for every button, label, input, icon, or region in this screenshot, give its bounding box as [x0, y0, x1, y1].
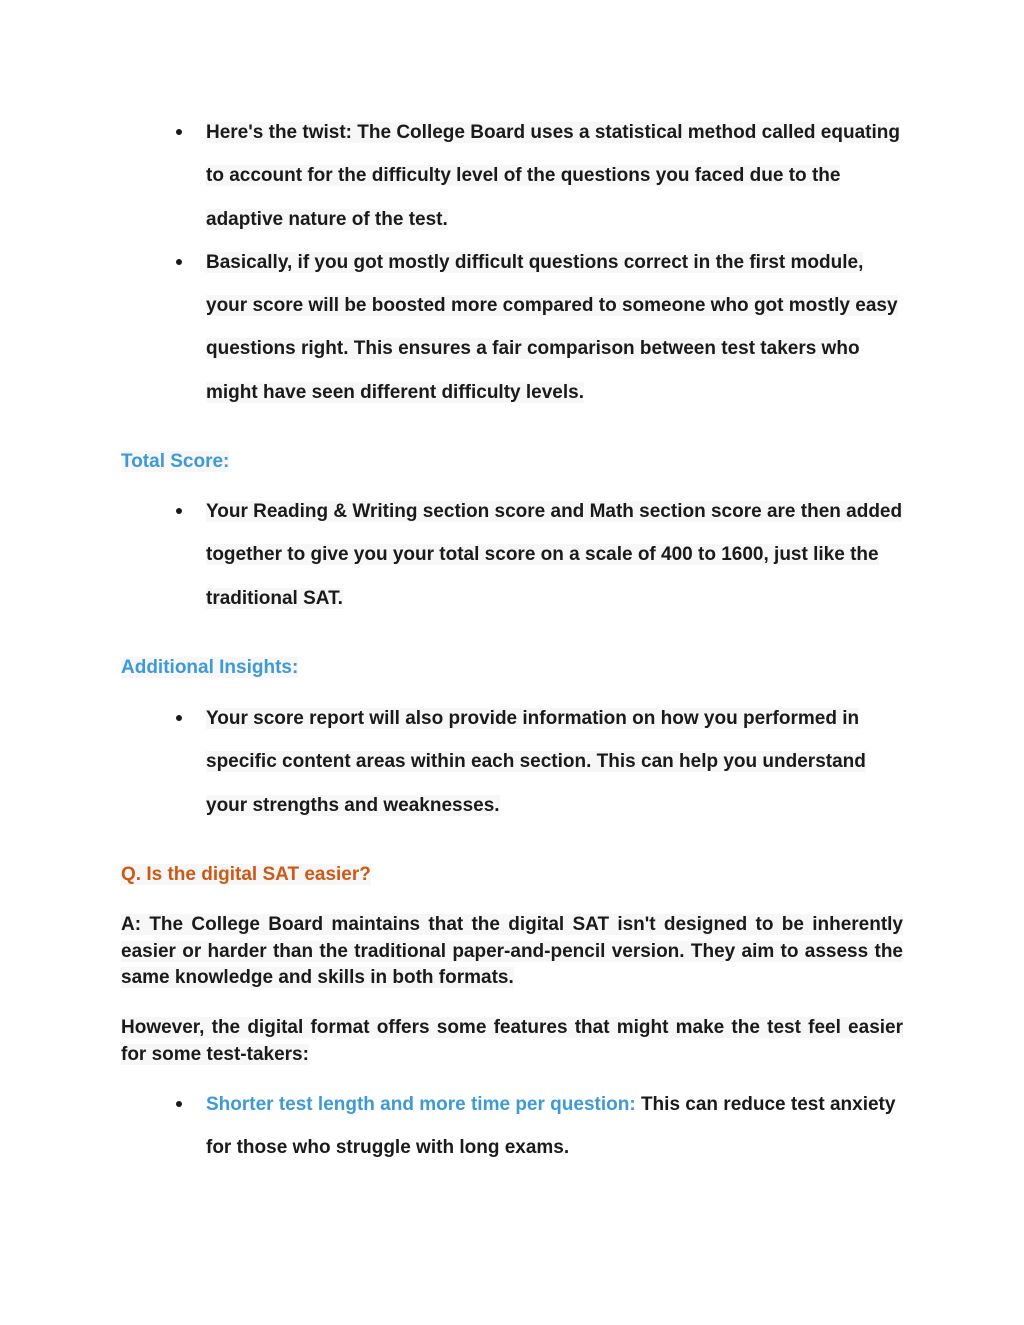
bullet-icon — [176, 508, 182, 514]
heading-text: Additional Insights: — [121, 657, 299, 678]
bullet-icon — [176, 1101, 182, 1107]
bullet-text: Basically, if you got mostly difficult questions correct in the first module, your score will be boosted more compared to someone who got mostly easy questions right. This ensures a fair comparison between test takers who might have seen different difficulty levels. — [206, 251, 898, 403]
bullet-list-total-score — [0, 490, 904, 620]
bullet-list-features — [0, 1083, 904, 1170]
feature-text: This can reduce test anxiety for those who struggle with long exams. — [206, 1094, 896, 1159]
faq-answer-paragraph — [121, 912, 903, 992]
faq-question-heading — [121, 862, 371, 888]
bullet-list-additional-insights — [0, 697, 904, 827]
bullet-icon — [176, 715, 182, 721]
bullet-list-equating — [0, 111, 904, 414]
list-item — [0, 1083, 904, 1170]
heading-text: Q. Is the digital SAT easier? — [121, 864, 371, 885]
additional-insights-heading — [121, 655, 298, 681]
paragraph-text: However, the digital format offers some features that might make the test feel easier for some test-takers: — [121, 1017, 903, 1065]
feature-label: Shorter test length and more time per question: — [206, 1094, 636, 1115]
however-paragraph — [121, 1015, 903, 1068]
list-item — [0, 490, 904, 620]
bullet-text: Here's the twist: The College Board uses a statistical method called equating to account for the difficulty level of the questions you faced due to the adaptive nature of the test. — [206, 122, 900, 230]
bullet-icon — [176, 129, 182, 135]
total-score-heading — [121, 449, 229, 475]
list-item — [0, 697, 904, 827]
bullet-text: Your Reading & Writing section score and Math section score are then added together to give you your total score on a scale of 400 to 1600, just like the traditional SAT. — [206, 501, 903, 609]
list-item — [0, 241, 904, 414]
heading-text: Total Score: — [121, 451, 230, 472]
paragraph-text: A: The College Board maintains that the digital SAT isn't designed to be inherently easier or harder than the traditional paper-and-pencil version. They aim to assess the same knowledge and skills in both formats. — [121, 914, 903, 988]
bullet-text: Your score report will also provide information on how you performed in specific content areas within each section. This can help you understand your strengths and weaknesses. — [206, 708, 866, 816]
list-item — [0, 111, 904, 241]
bullet-icon — [176, 259, 182, 265]
